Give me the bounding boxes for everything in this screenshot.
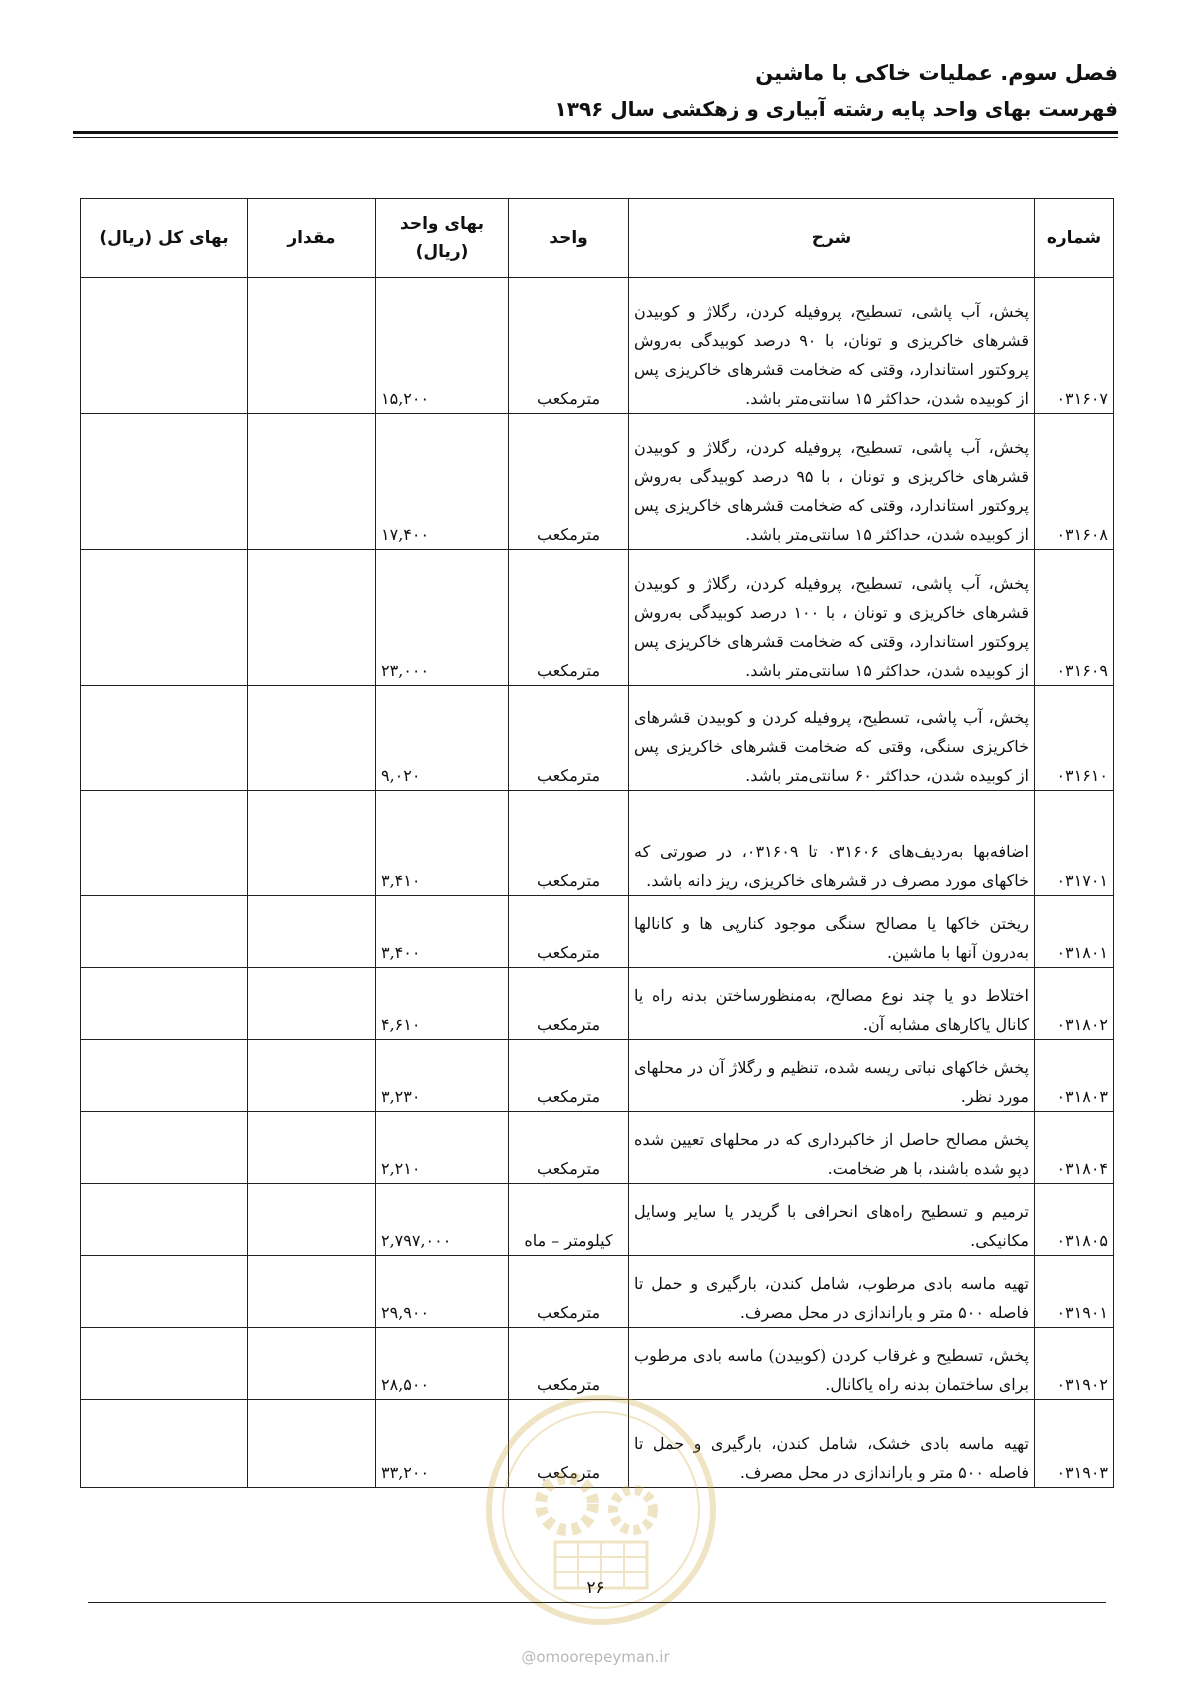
header-rule-thin [73,137,1118,138]
item-total-price [81,1184,248,1256]
item-code: ۰۳۱۹۰۳ [1035,1400,1114,1488]
item-quantity [248,1184,376,1256]
item-unit: مترمکعب [509,1328,629,1400]
item-total-price [81,550,248,686]
header-rule-thick [73,131,1118,134]
item-description: پخش مصالح حاصل از خاکبرداری که در محلهای تعیین شده دپو شده باشند، با هر ضخامت. [629,1112,1035,1184]
item-quantity [248,550,376,686]
item-total-price [81,1040,248,1112]
table-row [81,1184,1114,1256]
item-unit: مترمکعب [509,791,629,896]
item-total-price [81,278,248,414]
item-unit: مترمکعب [509,550,629,686]
table-row [81,791,1114,896]
item-total-price [81,968,248,1040]
price-list-table [80,198,1114,1488]
item-quantity [248,1040,376,1112]
item-unit: مترمکعب [509,1112,629,1184]
item-unit: مترمکعب [509,414,629,550]
item-unit-price: ۹,۰۲۰ [376,686,509,791]
item-code: ۰۳۱۶۱۰ [1035,686,1114,791]
item-description: اضافه‌بها به‌ردیف‌های ۰۳۱۶۰۶ تا ۰۳۱۶۰۹، در صورتی که خاکهای مورد مصرف در قشرهای خاکریزی، ریز دانه باشد. [629,791,1035,896]
item-quantity [248,1400,376,1488]
col-header-code: شماره [1035,199,1114,278]
item-unit: مترمکعب [509,896,629,968]
unit-price-label: بهای واحد [400,214,484,234]
item-unit: کیلومتر – ماه [509,1184,629,1256]
item-total-price [81,1328,248,1400]
table-row [81,1040,1114,1112]
table-row [81,550,1114,686]
table-row [81,1328,1114,1400]
item-quantity [248,968,376,1040]
item-unit-price: ۲,۷۹۷,۰۰۰ [376,1184,509,1256]
chapter-title: فصل سوم. عملیات خاکی با ماشین [755,61,1118,85]
item-code: ۰۳۱۸۰۵ [1035,1184,1114,1256]
item-unit-price: ۳۳,۲۰۰ [376,1400,509,1488]
col-header-total-price: بهای کل (ریال) [81,199,248,278]
unit-price-currency: (ریال) [415,242,469,262]
item-description: اختلاط دو یا چند نوع مصالح، به‌منظورساختن بدنه راه یا کانال یاکارهای مشابه آن. [629,968,1035,1040]
item-unit: مترمکعب [509,1400,629,1488]
item-code: ۰۳۱۶۰۸ [1035,414,1114,550]
item-total-price [81,1256,248,1328]
item-quantity [248,1112,376,1184]
item-description: پخش، آب پاشی، تسطیح، پروفیله کردن، رگلاژ و کوبیدن قشرهای خاکریزی و تونان، با ۹۰ درصد کوبیدگی به‌روش پروکتور استاندارد، وقتی که ضخامت قشرهای خاکریزی پس از کوبیده شدن، حداکثر ۱۵ سانتی‌متر باشد. [629,278,1035,414]
item-code: ۰۳۱۶۰۷ [1035,278,1114,414]
item-code: ۰۳۱۸۰۴ [1035,1112,1114,1184]
col-header-unit-price [376,199,509,278]
item-description: تهیه ماسه بادی خشک، شامل کندن، بارگیری و حمل تا فاصله ۵۰۰ متر و باراندازی در محل مصرف. [629,1400,1035,1488]
table-row [81,1112,1114,1184]
item-unit-price: ۳,۲۳۰ [376,1040,509,1112]
item-quantity [248,414,376,550]
table-row [81,968,1114,1040]
item-unit-price: ۳,۴۰۰ [376,896,509,968]
item-description: پخش خاکهای نباتی ریسه شده، تنظیم و رگلاژ آن در محلهای مورد نظر. [629,1040,1035,1112]
item-code: ۰۳۱۹۰۱ [1035,1256,1114,1328]
item-unit-price: ۳,۴۱۰ [376,791,509,896]
item-total-price [81,1400,248,1488]
item-quantity [248,1256,376,1328]
item-unit: مترمکعب [509,1256,629,1328]
item-unit: مترمکعب [509,686,629,791]
item-quantity [248,278,376,414]
table-row [81,278,1114,414]
item-unit: مترمکعب [509,968,629,1040]
item-description: ریختن خاکها یا مصالح سنگی موجود کنارپی ها و کانالها به‌درون آنها با ماشین. [629,896,1035,968]
item-unit-price: ۲۸,۵۰۰ [376,1328,509,1400]
col-header-quantity: مقدار [248,199,376,278]
table-row [81,896,1114,968]
item-unit-price: ۲۳,۰۰۰ [376,550,509,686]
item-unit: مترمکعب [509,1040,629,1112]
item-code: ۰۳۱۸۰۳ [1035,1040,1114,1112]
document-subtitle: فهرست بهای واحد پایه رشته آبیاری و زهکشی سال ۱۳۹۶ [554,97,1118,121]
item-quantity [248,791,376,896]
page-number: ۲۶ [586,1578,605,1598]
item-description: ترمیم و تسطیح راه‌های انحرافی با گریدر یا سایر وسایل مکانیکی. [629,1184,1035,1256]
item-total-price [81,896,248,968]
item-unit-price: ۲,۲۱۰ [376,1112,509,1184]
item-total-price [81,1112,248,1184]
table-header-row [81,199,1114,278]
item-code: ۰۳۱۹۰۲ [1035,1328,1114,1400]
item-unit-price: ۲۹,۹۰۰ [376,1256,509,1328]
footer-rule [88,1602,1106,1603]
page-header [73,58,1118,124]
item-total-price [81,414,248,550]
item-code: ۰۳۱۷۰۱ [1035,791,1114,896]
item-quantity [248,686,376,791]
table-row [81,1256,1114,1328]
item-unit-price: ۱۵,۲۰۰ [376,278,509,414]
table-row [81,414,1114,550]
item-code: ۰۳۱۶۰۹ [1035,550,1114,686]
item-code: ۰۳۱۸۰۲ [1035,968,1114,1040]
item-unit-price: ۱۷,۴۰۰ [376,414,509,550]
col-header-unit: واحد [509,199,629,278]
item-total-price [81,791,248,896]
item-code: ۰۳۱۸۰۱ [1035,896,1114,968]
item-unit-price: ۴,۶۱۰ [376,968,509,1040]
table-row [81,686,1114,791]
item-total-price [81,686,248,791]
item-quantity [248,1328,376,1400]
item-unit: مترمکعب [509,278,629,414]
item-description: پخش، آب پاشی، تسطیح، پروفیله کردن، رگلاژ و کوبیدن قشرهای خاکریزی و تونان ، با ۹۵ درصد کوبیدگی به‌روش پروکتور استاندارد، وقتی که ضخامت قشرهای خاکریزی پس از کوبیده شدن، حداکثر ۱۵ سانتی‌متر باشد. [629,414,1035,550]
watermark-url: @omoorepeyman.ir [521,1648,670,1666]
item-description: پخش، تسطیح و غرقاب کردن (کوبیدن) ماسه بادی مرطوب برای ساختمان بدنه راه یاکانال. [629,1328,1035,1400]
item-description: پخش، آب پاشی، تسطیح، پروفیله کردن، رگلاژ و کوبیدن قشرهای خاکریزی و تونان ، با ۱۰۰ درصد کوبیدگی به‌روش پروکتور استاندارد، وقتی که ضخامت قشرهای خاکریزی پس از کوبیده شدن، حداکثر ۱۵ سانتی‌متر باشد. [629,550,1035,686]
item-description: پخش، آب پاشی، تسطیح، پروفیله کردن و کوبیدن قشرهای خاکریزی سنگی، وقتی که ضخامت قشرهای خاکریزی پس از کوبیده شدن، حداکثر ۶۰ سانتی‌متر باشد. [629,686,1035,791]
item-quantity [248,896,376,968]
item-description: تهیه ماسه بادی مرطوب، شامل کندن، بارگیری و حمل تا فاصله ۵۰۰ متر و باراندازی در محل مصرف. [629,1256,1035,1328]
col-header-description: شرح [629,199,1035,278]
